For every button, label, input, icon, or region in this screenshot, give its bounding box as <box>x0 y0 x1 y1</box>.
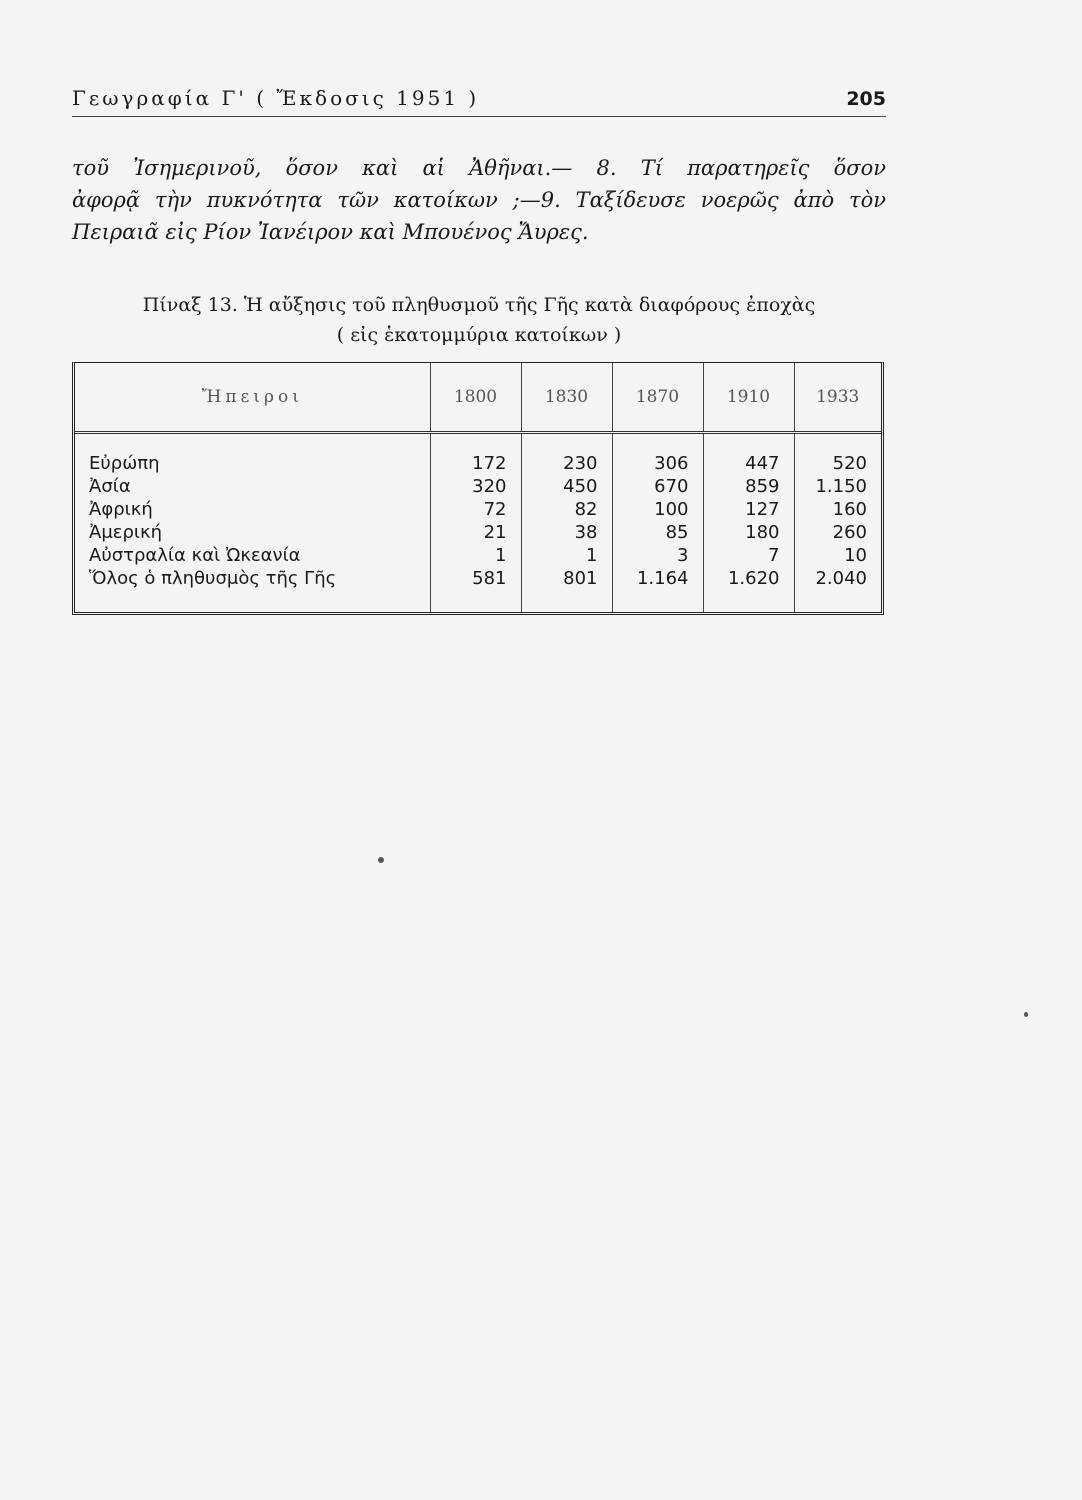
table-cell: 859 <box>703 476 794 499</box>
scan-speck <box>378 857 384 863</box>
table-cell: 38 <box>521 522 612 545</box>
table-row <box>75 545 881 568</box>
table-row <box>75 433 881 476</box>
table-cell: 306 <box>612 433 703 476</box>
table-cell: 21 <box>430 522 521 545</box>
table-caption <box>72 290 886 350</box>
table-row <box>75 476 881 499</box>
column-header-year: 1910 <box>703 363 794 433</box>
table-cell: 7 <box>703 545 794 568</box>
scan-speck <box>1024 1012 1028 1017</box>
table-cell: 450 <box>521 476 612 499</box>
table-cell: 10 <box>794 545 881 568</box>
table-cell: 1.150 <box>794 476 881 499</box>
table-cell: 72 <box>430 499 521 522</box>
caption-line: Πίναξ 13. Ἡ αὔξησις τοῦ πληθυσμοῦ τῆς Γῆς κατὰ διαφόρους ἐποχὰς <box>142 294 816 316</box>
column-header-year: 1870 <box>612 363 703 433</box>
population-table <box>72 362 884 615</box>
population-table-grid <box>75 363 881 612</box>
table-cell: 447 <box>703 433 794 476</box>
table-cell: 801 <box>521 568 612 612</box>
table-cell: 100 <box>612 499 703 522</box>
body-line: ἀφορᾷ τὴν πυκνότητα τῶν κατοίκων ;—9. Ταξίδευσε νοερῶς ἀπὸ τὸν <box>72 188 886 212</box>
column-header-year: 1830 <box>521 363 612 433</box>
page-header <box>72 86 886 117</box>
table-header-row <box>75 363 881 433</box>
table-cell: 581 <box>430 568 521 612</box>
table-cell: 670 <box>612 476 703 499</box>
body-paragraph <box>72 152 886 248</box>
table-cell: 260 <box>794 522 881 545</box>
running-title: Γεωγραφία Γ' ( Ἔκδοσις 1951 ) <box>72 86 480 110</box>
table-cell: 520 <box>794 433 881 476</box>
table-row <box>75 499 881 522</box>
table-cell: 2.040 <box>794 568 881 612</box>
table-cell: 172 <box>430 433 521 476</box>
table-cell: 1.620 <box>703 568 794 612</box>
table-cell: 1 <box>430 545 521 568</box>
table-cell: 160 <box>794 499 881 522</box>
table-cell: 180 <box>703 522 794 545</box>
body-line: Πειραιᾶ εἰς Ρίον Ἰανέιρον καὶ Μπουένος Ἄυρες. <box>72 220 589 244</box>
row-label: Ἀσία <box>89 476 131 498</box>
column-header-year: 1933 <box>794 363 881 433</box>
row-label: Εὐρώπη <box>89 452 160 474</box>
row-label: Αὐστραλία καὶ Ὠκεανία <box>89 545 301 567</box>
table-cell: 230 <box>521 433 612 476</box>
table-cell: 3 <box>612 545 703 568</box>
page-number: 205 <box>846 88 886 110</box>
body-line: τοῦ Ἰσημερινοῦ, ὅσον καὶ αἱ Ἀθῆναι.— 8. Τί παρατηρεῖς ὅσον <box>72 156 886 180</box>
table-cell: 1.164 <box>612 568 703 612</box>
table-cell: 85 <box>612 522 703 545</box>
row-label: Ἀμερική <box>89 522 163 544</box>
table-row <box>75 522 881 545</box>
column-header-year: 1800 <box>430 363 521 433</box>
table-row-total <box>75 568 881 612</box>
caption-line: ( εἰς ἑκατομμύρια κατοίκων ) <box>336 324 622 346</box>
table-cell: 82 <box>521 499 612 522</box>
column-header-continents: Ἤπειροι <box>75 363 430 433</box>
table-cell: 127 <box>703 499 794 522</box>
table-cell: 1 <box>521 545 612 568</box>
table-cell: 320 <box>430 476 521 499</box>
row-label: Ὅλος ὁ πληθυσμὸς τῆς Γῆς <box>89 567 337 589</box>
row-label: Ἀφρική <box>89 499 153 521</box>
